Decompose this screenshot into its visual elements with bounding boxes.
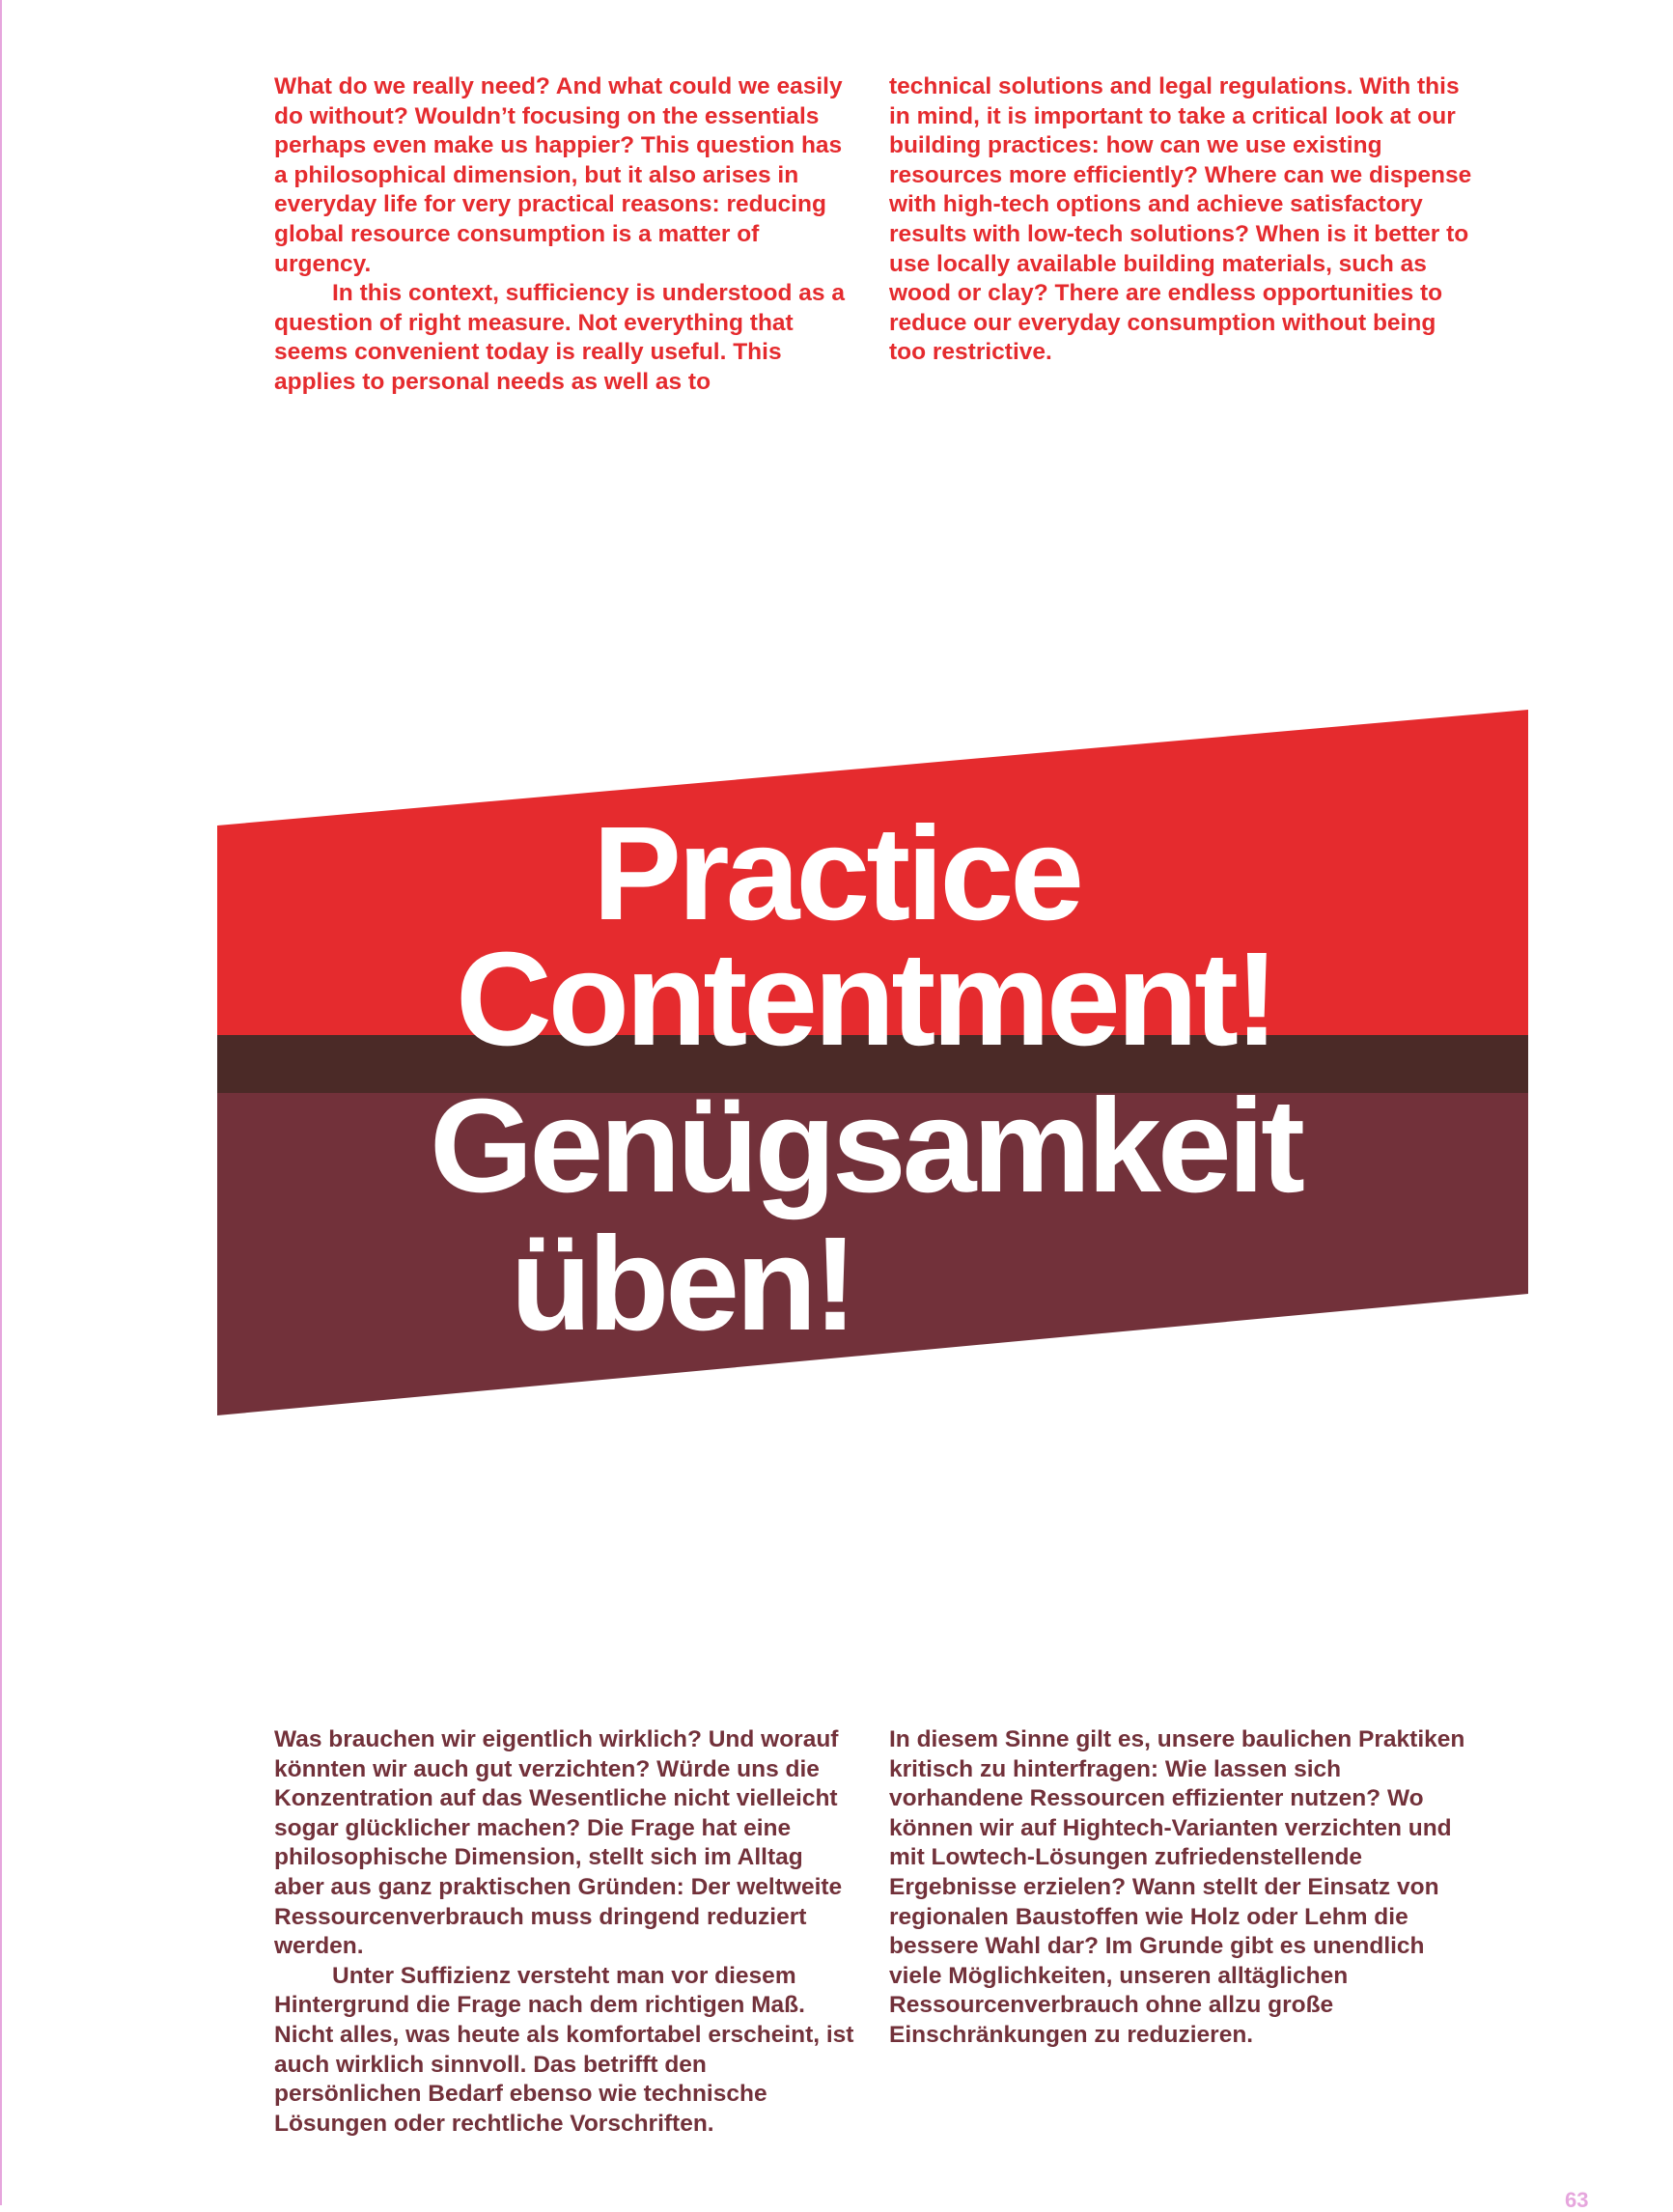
headline-english-line-2: Contentment! [456, 925, 1275, 1074]
headline-german-line-1: Genügsamkeit [430, 1072, 1301, 1220]
headline-german-line-2: üben! [510, 1210, 854, 1358]
german-paragraph-2: Unter Suffizienz versteht man vor diesem Hintergrund die Frage nach dem richtigen Maß. Nicht alles, was heute als komfortabel erscheint, ist auch wirklich sinnvoll. Das betrifft den persönlichen Bedarf ebenso wie technische Lösungen oder rechtliche Vorschriften. [274, 1962, 854, 2137]
german-paragraph-1: Was brauchen wir eigentlich wirklich? Und worauf könnten wir auch gut verzichten? Würde uns die Konzentration auf das Wesentliche nicht vielleicht sogar glücklicher machen? Die Frage hat eine philosophische Dimension, stellt sich im Alltag aber aus ganz praktischen Gründen: Der weltweite Ressourcenverbrauch muss dringend reduziert werden. [274, 1726, 843, 1960]
german-paragraph-3: In diesem Sinne gilt es, unsere baulichen Praktiken kritisch zu hinterfragen: Wie lassen sich vorhandene Ressourcen effizienter nutzen? Wo können wir auf Hightech-Varianten verzichten und mit Lowtech-Lösungen zufriedenstellende Ergebnisse erzielen? Wann stellt der Einsatz von regionalen Baustoffen wie Holz oder Lehm die bessere Wahl dar? Im Grunde gibt es unendlich viele Möglichkeiten, unseren alltäglichen Ressourcenverbrauch ohne allzu große Einschränkungen zu reduzieren. [889, 1726, 1465, 2048]
english-paragraph-2: In this context, sufficiency is understood as a question of right measure. Not everything that seems convenient today is really useful. This applies to personal needs as well as to [274, 280, 845, 395]
english-paragraph-1: What do we really need? And what could we easily do without? Wouldn’t focusing on the essentials perhaps even make us happier? This question has a philosophical dimension, but it also arises in everyday life for very practical reasons: reducing global resource consumption is a matter of urgency. [274, 73, 843, 277]
page-number: 63 [1565, 2188, 1589, 2212]
german-text-left-column [274, 1725, 858, 2139]
german-text-right-column [889, 1725, 1473, 2051]
headline-english-line-1: Practice [592, 799, 1081, 948]
english-paragraph-3: technical solutions and legal regulations. With this in mind, it is important to take a critical look at our building practices: how can we use existing resources more efficiently? Where can we dispense with high-tech options and achieve satisfactory results with low-tech solutions? When is it better to use locally available building materials, such as wood or clay? There are endless opportunities to reduce our everyday consumption without being too restrictive. [889, 73, 1472, 366]
